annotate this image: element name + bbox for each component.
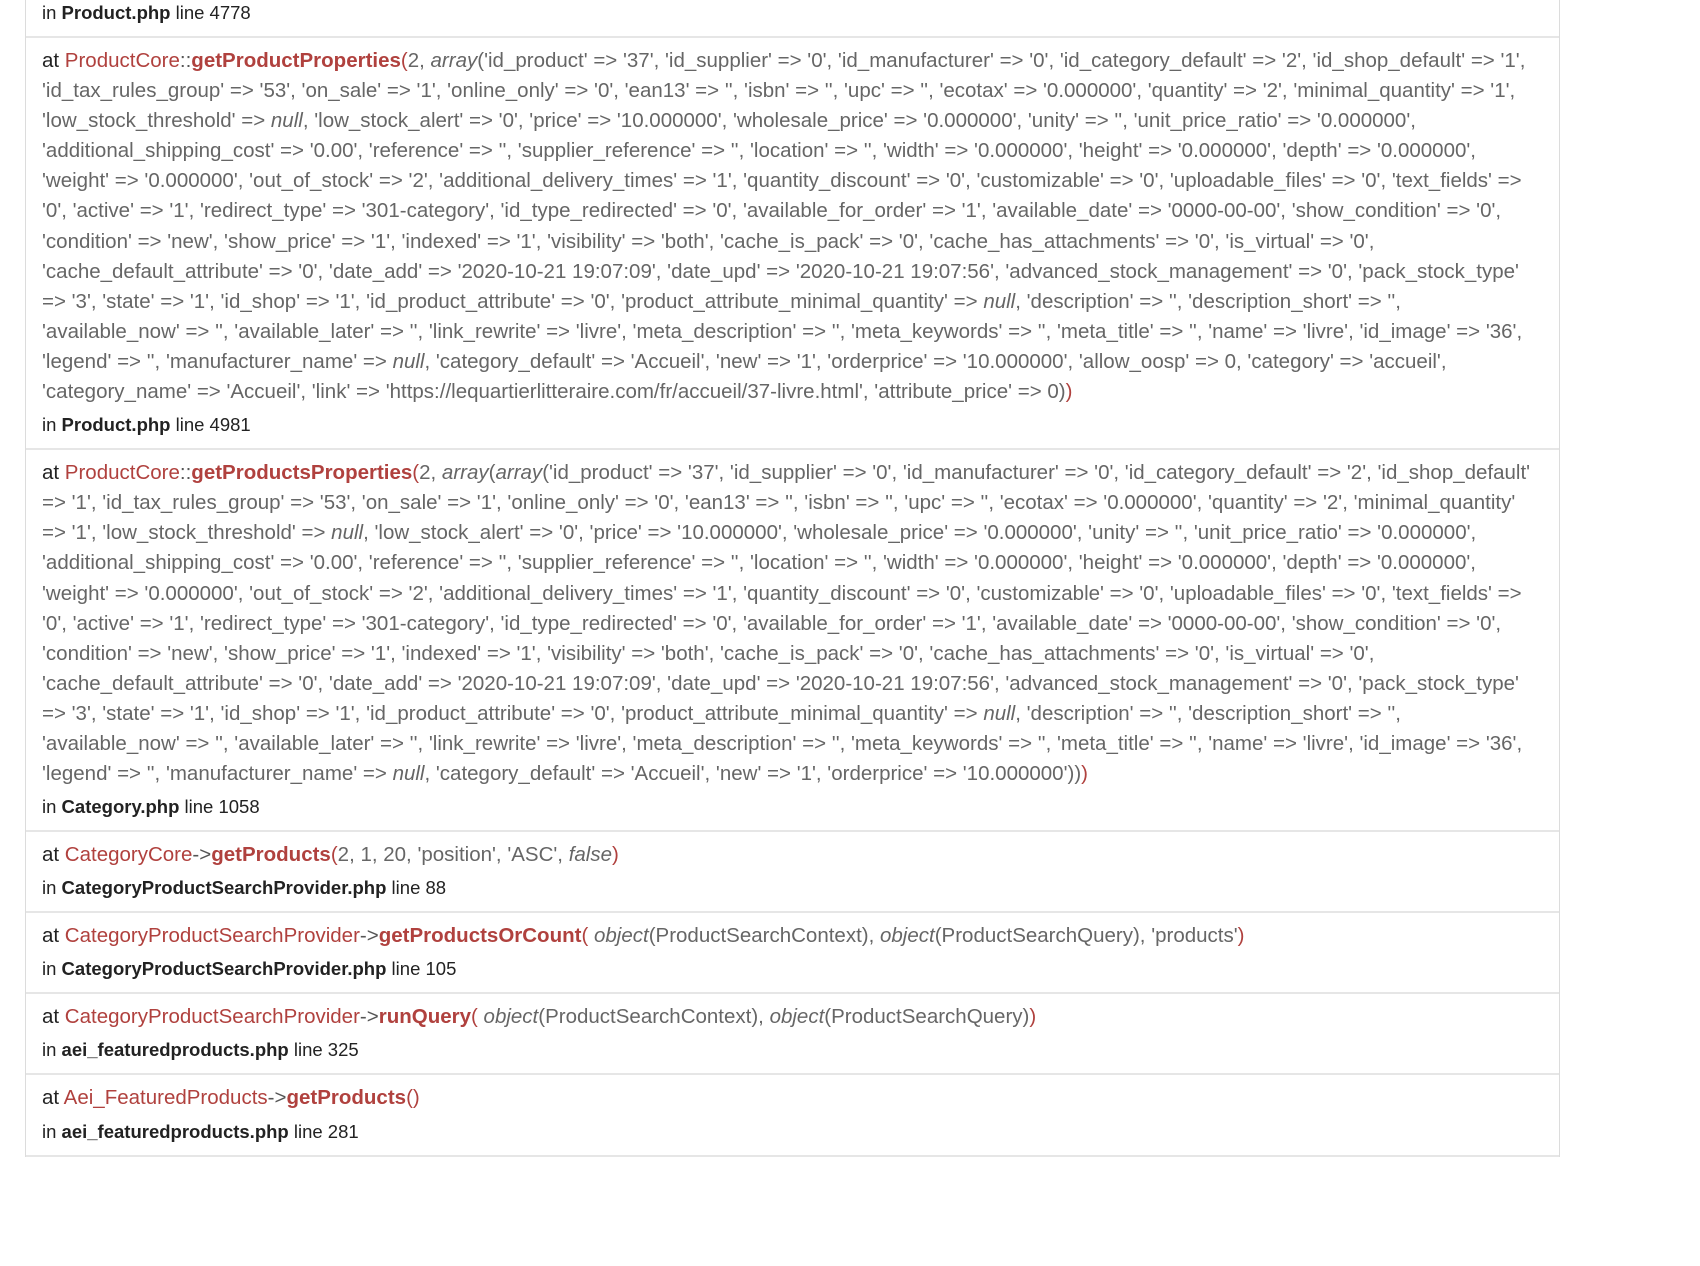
frame-call	[42, 840, 1543, 870]
frame-location	[42, 1119, 1543, 1145]
frame-function: getProducts	[286, 1086, 407, 1110]
stack-frame	[26, 0, 1559, 38]
frame-location	[42, 0, 1543, 26]
call-operator: ::	[179, 461, 192, 485]
location-prefix: in	[42, 796, 62, 818]
argument-type: null	[331, 521, 364, 545]
call-operator: ->	[359, 1005, 379, 1029]
line-number: line 325	[288, 1039, 359, 1061]
argument-text: , 'category_default' => 'Accueil', 'new' => '1', 'orderprice' => '10.000000', 'allow_oosp' => 0, 'category' => 'accueil', 'category_name' => 'Accueil', 'link' => 'https://lequartierlitteraire.com/fr/accueil/37-livre.html', 'attribute_price' => 0)	[42, 349, 1447, 404]
close-paren: )	[1065, 380, 1073, 404]
close-paren: )	[1081, 762, 1088, 786]
line-number: line 1058	[179, 796, 260, 818]
argument-text: , 'low_stock_alert' => '0', 'price' => '10.000000', 'wholesale_price' => '0.000000', 'unity' => '', 'unit_price_ratio' => '0.000000', 'additional_shipping_cost' => '0.00', 'reference' => '', 'supplier_reference' => '', 'location' => '', 'width' => '0.000000', 'height' => '0.000000', 'depth' => '0.000000', 'weight' => '0.000000', 'out_of_stock' => '2', 'additional_delivery_times' => '1', 'quantity_discount' => '0', 'customizable' => '0', 'uploadable_files' => '0', 'text_fields' => '0', 'active' => '1', 'redirect_type' => '301-category', 'id_type_redirected' => '0', 'available_for_order' => '1', 'available_date' => '0000-00-00', 'show_condition' => '0', 'condition' => 'new', 'show_price' => '1', 'indexed' => '1', 'visibility' => 'both', 'cache_is_pack' => '0', 'cache_has_attachments' => '0', 'is_virtual' => '0', 'cache_default_attribute' => '0', 'date_add' => '2020-10-21 19:07:09', 'date_upd' => '2020-10-21 19:07:56', 'advanced_stock_management' => '0', 'pack_stock_type' => '3', 'state' => '1', 'id_shop' => '1', 'id_product_attribute' => '0', 'product_attribute_minimal_quantity' =>	[42, 521, 1522, 725]
file-name: aei_featuredproducts.php	[61, 1039, 289, 1061]
frame-class: CategoryProductSearchProvider	[64, 1005, 360, 1029]
file-name: CategoryProductSearchProvider.php	[61, 877, 387, 899]
frame-call	[42, 1002, 1543, 1032]
close-paren: )	[1029, 1005, 1037, 1029]
argument-type: false	[568, 843, 613, 867]
argument-text: 2,	[407, 49, 431, 72]
argument-text: 2, 1, 20, 'position', 'ASC',	[337, 843, 569, 867]
argument-type: object	[769, 1005, 825, 1029]
argument-type: object	[593, 924, 649, 948]
open-paren: (	[330, 843, 338, 867]
location-prefix: in	[42, 2, 62, 23]
frame-arguments	[588, 924, 1237, 947]
file-name: CategoryProductSearchProvider.php	[61, 958, 387, 980]
at-keyword: at	[42, 1086, 64, 1110]
stack-frame	[26, 913, 1559, 994]
argument-type: null	[392, 349, 425, 373]
argument-text: , 'category_default' => 'Accueil', 'new' => '1', 'orderprice' => '10.000000'))	[424, 762, 1082, 786]
argument-type: object	[880, 924, 935, 948]
frame-location	[42, 956, 1543, 982]
call-operator: ->	[267, 1086, 287, 1110]
stack-frame	[26, 994, 1559, 1075]
frame-location	[42, 875, 1543, 901]
argument-text: (ProductSearchQuery), 'products'	[934, 924, 1238, 948]
argument-text: (ProductSearchContext),	[538, 1005, 770, 1029]
stack-frame	[26, 832, 1559, 913]
frame-arguments	[338, 843, 612, 866]
at-keyword: at	[42, 1005, 65, 1029]
close-paren: )	[1237, 924, 1245, 948]
close-paren: )	[612, 843, 619, 867]
file-name: Product.php	[61, 2, 171, 23]
location-prefix: in	[42, 877, 62, 899]
argument-type: null	[983, 701, 1016, 725]
file-name: aei_featuredproducts.php	[61, 1120, 289, 1142]
stack-frame	[26, 1075, 1559, 1156]
close-paren: )	[412, 1086, 420, 1110]
frame-function: getProductsProperties	[191, 461, 413, 485]
argument-type: array	[430, 49, 478, 72]
location-prefix: in	[42, 958, 62, 980]
frame-class: ProductCore	[64, 461, 180, 485]
call-operator: ::	[179, 49, 192, 72]
frame-call	[42, 1083, 1543, 1113]
file-name: Product.php	[61, 414, 171, 436]
location-prefix: in	[42, 1039, 62, 1061]
stack-frame	[26, 450, 1559, 832]
line-number: line 88	[386, 877, 447, 899]
frame-call	[42, 46, 1543, 407]
location-prefix: in	[42, 1120, 62, 1142]
open-paren: (	[400, 49, 408, 72]
stack-trace	[25, 0, 1560, 1157]
frame-location	[42, 1037, 1543, 1063]
frame-call	[42, 921, 1543, 951]
argument-text: (ProductSearchContext),	[648, 924, 880, 948]
frame-arguments	[478, 1005, 1030, 1028]
at-keyword: at	[42, 49, 65, 72]
open-paren: (	[412, 461, 420, 485]
argument-text: 2,	[419, 461, 442, 485]
frame-class: Aei_FeaturedProducts	[63, 1086, 268, 1110]
argument-text: (ProductSearchQuery)	[824, 1005, 1030, 1029]
argument-type: array	[495, 461, 543, 485]
call-operator: ->	[359, 924, 379, 948]
frame-class: CategoryProductSearchProvider	[64, 924, 360, 948]
at-keyword: at	[42, 924, 65, 948]
frame-location	[42, 794, 1543, 820]
frame-function: runQuery	[378, 1005, 472, 1029]
open-paren: (	[406, 1086, 413, 1110]
frame-arguments	[42, 49, 1525, 403]
frame-function: getProducts	[211, 843, 331, 867]
argument-text: (	[488, 461, 496, 485]
at-keyword: at	[42, 461, 65, 485]
line-number: line 281	[288, 1120, 359, 1142]
file-name: Category.php	[61, 796, 180, 818]
location-prefix: in	[42, 414, 62, 436]
open-paren: (	[471, 1005, 478, 1029]
call-operator: ->	[192, 843, 212, 867]
stack-frame	[26, 38, 1559, 450]
line-number: line 4981	[170, 414, 251, 436]
argument-type: object	[483, 1005, 539, 1029]
argument-type: null	[392, 762, 425, 786]
frame-arguments	[42, 461, 1530, 785]
open-paren: (	[581, 924, 589, 948]
at-keyword: at	[42, 843, 65, 867]
argument-type: null	[983, 289, 1016, 313]
line-number: line 4778	[170, 2, 251, 23]
frame-class: CategoryCore	[64, 843, 193, 867]
frame-call	[42, 458, 1543, 789]
argument-text: , 'description' => '', 'description_short' => '', 'available_now' => '', 'available_later' => '', 'link_rewrite' => 'livre', 'meta_description' => '', 'meta_keywords' => '', 'meta_title' => '', 'name' => 'livre', 'id_image' => '36', 'legend' => '', 'manufacturer_name' =>	[42, 289, 1523, 373]
frame-function: getProductsOrCount	[378, 924, 582, 948]
frame-location	[42, 412, 1543, 438]
argument-type: array	[441, 461, 489, 485]
frame-class: ProductCore	[64, 49, 180, 72]
argument-text: , 'low_stock_alert' => '0', 'price' => '10.000000', 'wholesale_price' => '0.000000', 'unity' => '', 'unit_price_ratio' => '0.000000', 'additional_shipping_cost' => '0.00', 'reference' => '', 'supplier_reference' => '', 'location' => '', 'width' => '0.000000', 'height' => '0.000000', 'depth' => '0.000000', 'weight' => '0.000000', 'out_of_stock' => '2', 'additional_delivery_times' => '1', 'quantity_discount' => '0', 'customizable' => '0', 'uploadable_files' => '0', 'text_fields' => '0', 'active' => '1', 'redirect_type' => '301-category', 'id_type_redirected' => '0', 'available_for_order' => '1', 'available_date' => '0000-00-00', 'show_condition' => '0', 'condition' => 'new', 'show_price' => '1', 'indexed' => '1', 'visibility' => 'both', 'cache_is_pack' => '0', 'cache_has_attachments' => '0', 'is_virtual' => '0', 'cache_default_attribute' => '0', 'date_add' => '2020-10-21 19:07:09', 'date_upd' => '2020-10-21 19:07:56', 'advanced_stock_management' => '0', 'pack_stock_type' => '3', 'state' => '1', 'id_shop' => '1', 'id_product_attribute' => '0', 'product_attribute_minimal_quantity' =>	[42, 109, 1522, 313]
argument-text: ('id_product' => '37', 'id_supplier' => '0', 'id_manufacturer' => '0', 'id_category_default' => '2', 'id_shop_default' => '1', 'id_tax_rules_group' => '53', 'on_sale' => '1', 'online_only' => '0', 'ean13' => '', 'isbn' => '', 'upc' => '', 'ecotax' => '0.000000', 'quantity' => '2', 'minimal_quantity' => '1', 'low_stock_threshold' =>	[42, 49, 1526, 133]
line-number: line 105	[386, 958, 457, 980]
argument-text: ('id_product' => '37', 'id_supplier' => '0', 'id_manufacturer' => '0', 'id_category_default' => '2', 'id_shop_default' => '1', 'id_tax_rules_group' => '53', 'on_sale' => '1', 'online_only' => '0', 'ean13' => '', 'isbn' => '', 'upc' => '', 'ecotax' => '0.000000', 'quantity' => '2', 'minimal_quantity' => '1', 'low_stock_threshold' =>	[42, 461, 1531, 545]
frame-function: getProductProperties	[191, 49, 401, 72]
argument-type: null	[270, 109, 303, 133]
argument-text: , 'description' => '', 'description_short' => '', 'available_now' => '', 'available_later' => '', 'link_rewrite' => 'livre', 'meta_description' => '', 'meta_keywords' => '', 'meta_title' => '', 'name' => 'livre', 'id_image' => '36', 'legend' => '', 'manufacturer_name' =>	[42, 701, 1523, 786]
